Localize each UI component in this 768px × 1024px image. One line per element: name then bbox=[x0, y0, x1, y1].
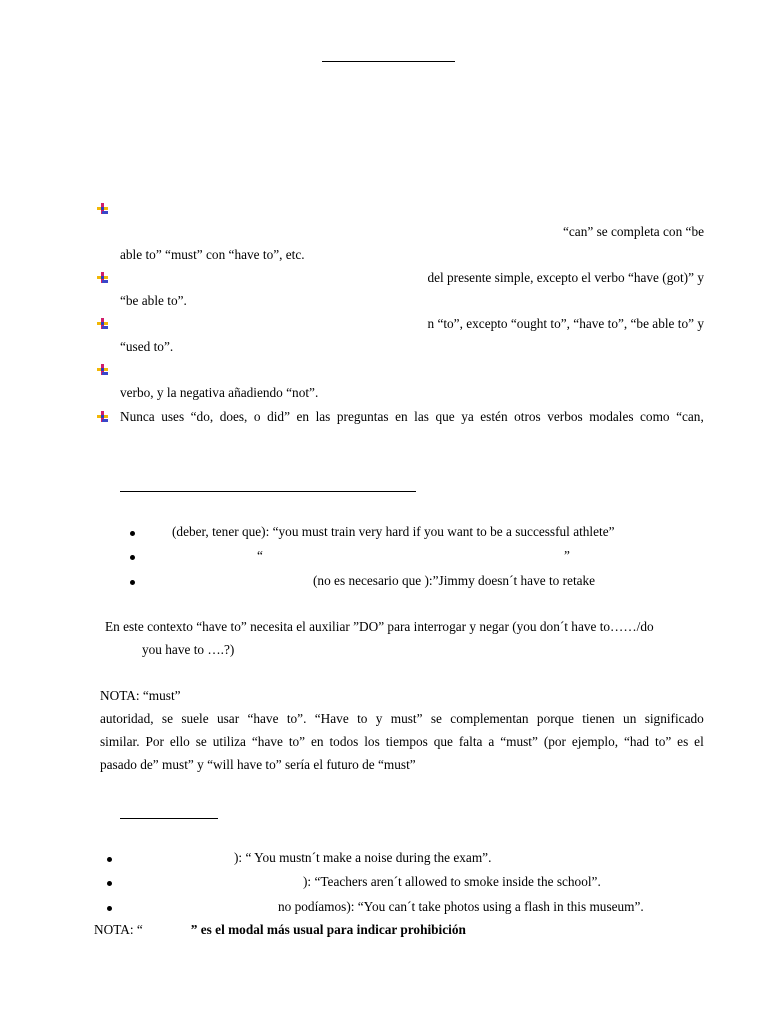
bullet-5-line1 bbox=[120, 409, 704, 425]
word: porque bbox=[536, 711, 574, 726]
word: usar bbox=[216, 711, 240, 726]
word: to bbox=[357, 711, 368, 726]
obligation-item-2-close-quote: ” bbox=[564, 548, 570, 563]
nota-2-prefix: NOTA: “ bbox=[94, 922, 143, 937]
word: como bbox=[640, 409, 670, 424]
list-bullet bbox=[130, 580, 135, 585]
word: complementan bbox=[450, 711, 529, 726]
word: otros bbox=[514, 409, 541, 424]
word: en bbox=[395, 409, 408, 424]
word: “can, bbox=[676, 409, 704, 424]
word: must” bbox=[390, 711, 423, 726]
word: verbos bbox=[547, 409, 583, 424]
list-bullet bbox=[107, 906, 112, 911]
word: “had bbox=[623, 734, 650, 749]
nota-1-label: NOTA: “must” bbox=[100, 688, 181, 703]
bullet-2-line1-right: del presente simple, excepto el verbo “have (got)” y bbox=[427, 270, 704, 285]
word: las bbox=[414, 409, 429, 424]
bullet-icon bbox=[97, 364, 108, 375]
nota-1-line-4: pasado de” must” y “will have to” sería el futuro de “must” bbox=[100, 757, 416, 772]
bullet-icon bbox=[97, 318, 108, 329]
word: uses bbox=[161, 409, 185, 424]
word: modales bbox=[589, 409, 634, 424]
word: ello bbox=[169, 734, 190, 749]
word: que bbox=[433, 734, 453, 749]
word: ejemplo, bbox=[571, 734, 619, 749]
nota-2-bold: ” es el modal más usual para indicar prohibición bbox=[190, 922, 466, 937]
word: utiliza bbox=[212, 734, 246, 749]
list-bullet bbox=[130, 531, 135, 536]
word: todos bbox=[329, 734, 359, 749]
word: similar. bbox=[100, 734, 140, 749]
word: “must” bbox=[500, 734, 538, 749]
word: to” bbox=[288, 734, 306, 749]
word: Nunca bbox=[120, 409, 155, 424]
context-line-1: En este contexto “have to” necesita el auxiliar ”DO” para interrogar y negar (you don´t have to……/do bbox=[105, 619, 654, 634]
bullet-4-line2: verbo, y la negativa añadiendo “not”. bbox=[120, 385, 319, 400]
bullet-1-line2: able to” “must” con “have to”, etc. bbox=[120, 247, 305, 262]
context-line-2: you have to ….?) bbox=[142, 642, 235, 657]
word: “have bbox=[247, 711, 279, 726]
obligation-item-2-open-quote: “ bbox=[257, 548, 263, 563]
bullet-icon bbox=[97, 203, 108, 214]
word: autoridad, bbox=[100, 711, 154, 726]
word: to” bbox=[655, 734, 672, 749]
bullet-icon bbox=[97, 411, 108, 422]
word: el bbox=[694, 734, 704, 749]
title-underline bbox=[322, 61, 455, 62]
obligation-item-1: (deber, tener que): “you must train very hard if you want to be a successful athlete” bbox=[172, 524, 615, 539]
prohibition-item-1: ): “ You mustn´t make a noise during the exam”. bbox=[234, 850, 492, 865]
word: preguntas bbox=[336, 409, 389, 424]
word: to”. bbox=[286, 711, 307, 726]
word: “do, bbox=[190, 409, 214, 424]
list-bullet bbox=[107, 857, 112, 862]
word: y bbox=[375, 711, 383, 726]
word: did” bbox=[267, 409, 290, 424]
bullet-3-line2: “used to”. bbox=[120, 339, 174, 354]
word: falta bbox=[458, 734, 483, 749]
bullet-2-line2: “be able to”. bbox=[120, 293, 187, 308]
word: estén bbox=[480, 409, 508, 424]
word: las bbox=[315, 409, 331, 424]
nota-1-line-2 bbox=[100, 711, 704, 727]
section-obligation-underline bbox=[120, 491, 416, 492]
word: en bbox=[311, 734, 324, 749]
list-bullet bbox=[107, 881, 112, 886]
word: does, bbox=[219, 409, 248, 424]
list-bullet bbox=[130, 555, 135, 560]
word: a bbox=[488, 734, 495, 749]
word: tiempos bbox=[385, 734, 428, 749]
nota-2 bbox=[94, 922, 466, 938]
word: (por bbox=[543, 734, 566, 749]
word: es bbox=[677, 734, 689, 749]
word: tienen bbox=[582, 711, 615, 726]
word: se bbox=[195, 734, 207, 749]
prohibition-item-2: ): “Teachers aren´t allowed to smoke inside the school”. bbox=[303, 874, 601, 889]
word: que bbox=[435, 409, 455, 424]
word: se bbox=[161, 711, 173, 726]
bullet-1-line1-right: “can” se completa con “be bbox=[562, 224, 704, 239]
bullet-icon bbox=[97, 272, 108, 283]
prohibition-item-3: no podíamos): “You can´t take photos using a flash in this museum”. bbox=[278, 899, 644, 914]
word: un bbox=[623, 711, 637, 726]
word: “Have bbox=[314, 711, 349, 726]
word: o bbox=[253, 409, 261, 424]
word: suele bbox=[181, 711, 209, 726]
obligation-item-3: (no es necesario que ):”Jimmy doesn´t have to retake bbox=[313, 573, 596, 588]
word: “have bbox=[251, 734, 283, 749]
word: los bbox=[364, 734, 380, 749]
word: en bbox=[296, 409, 310, 424]
word: Por bbox=[145, 734, 164, 749]
section-prohibition-underline bbox=[120, 818, 218, 819]
word: significado bbox=[644, 711, 704, 726]
nota-1-line-3 bbox=[100, 734, 704, 750]
word: ya bbox=[461, 409, 474, 424]
bullet-3-line1-right: n “to”, excepto “ought to”, “have to”, “be able to” y bbox=[427, 316, 704, 331]
word: se bbox=[430, 711, 442, 726]
